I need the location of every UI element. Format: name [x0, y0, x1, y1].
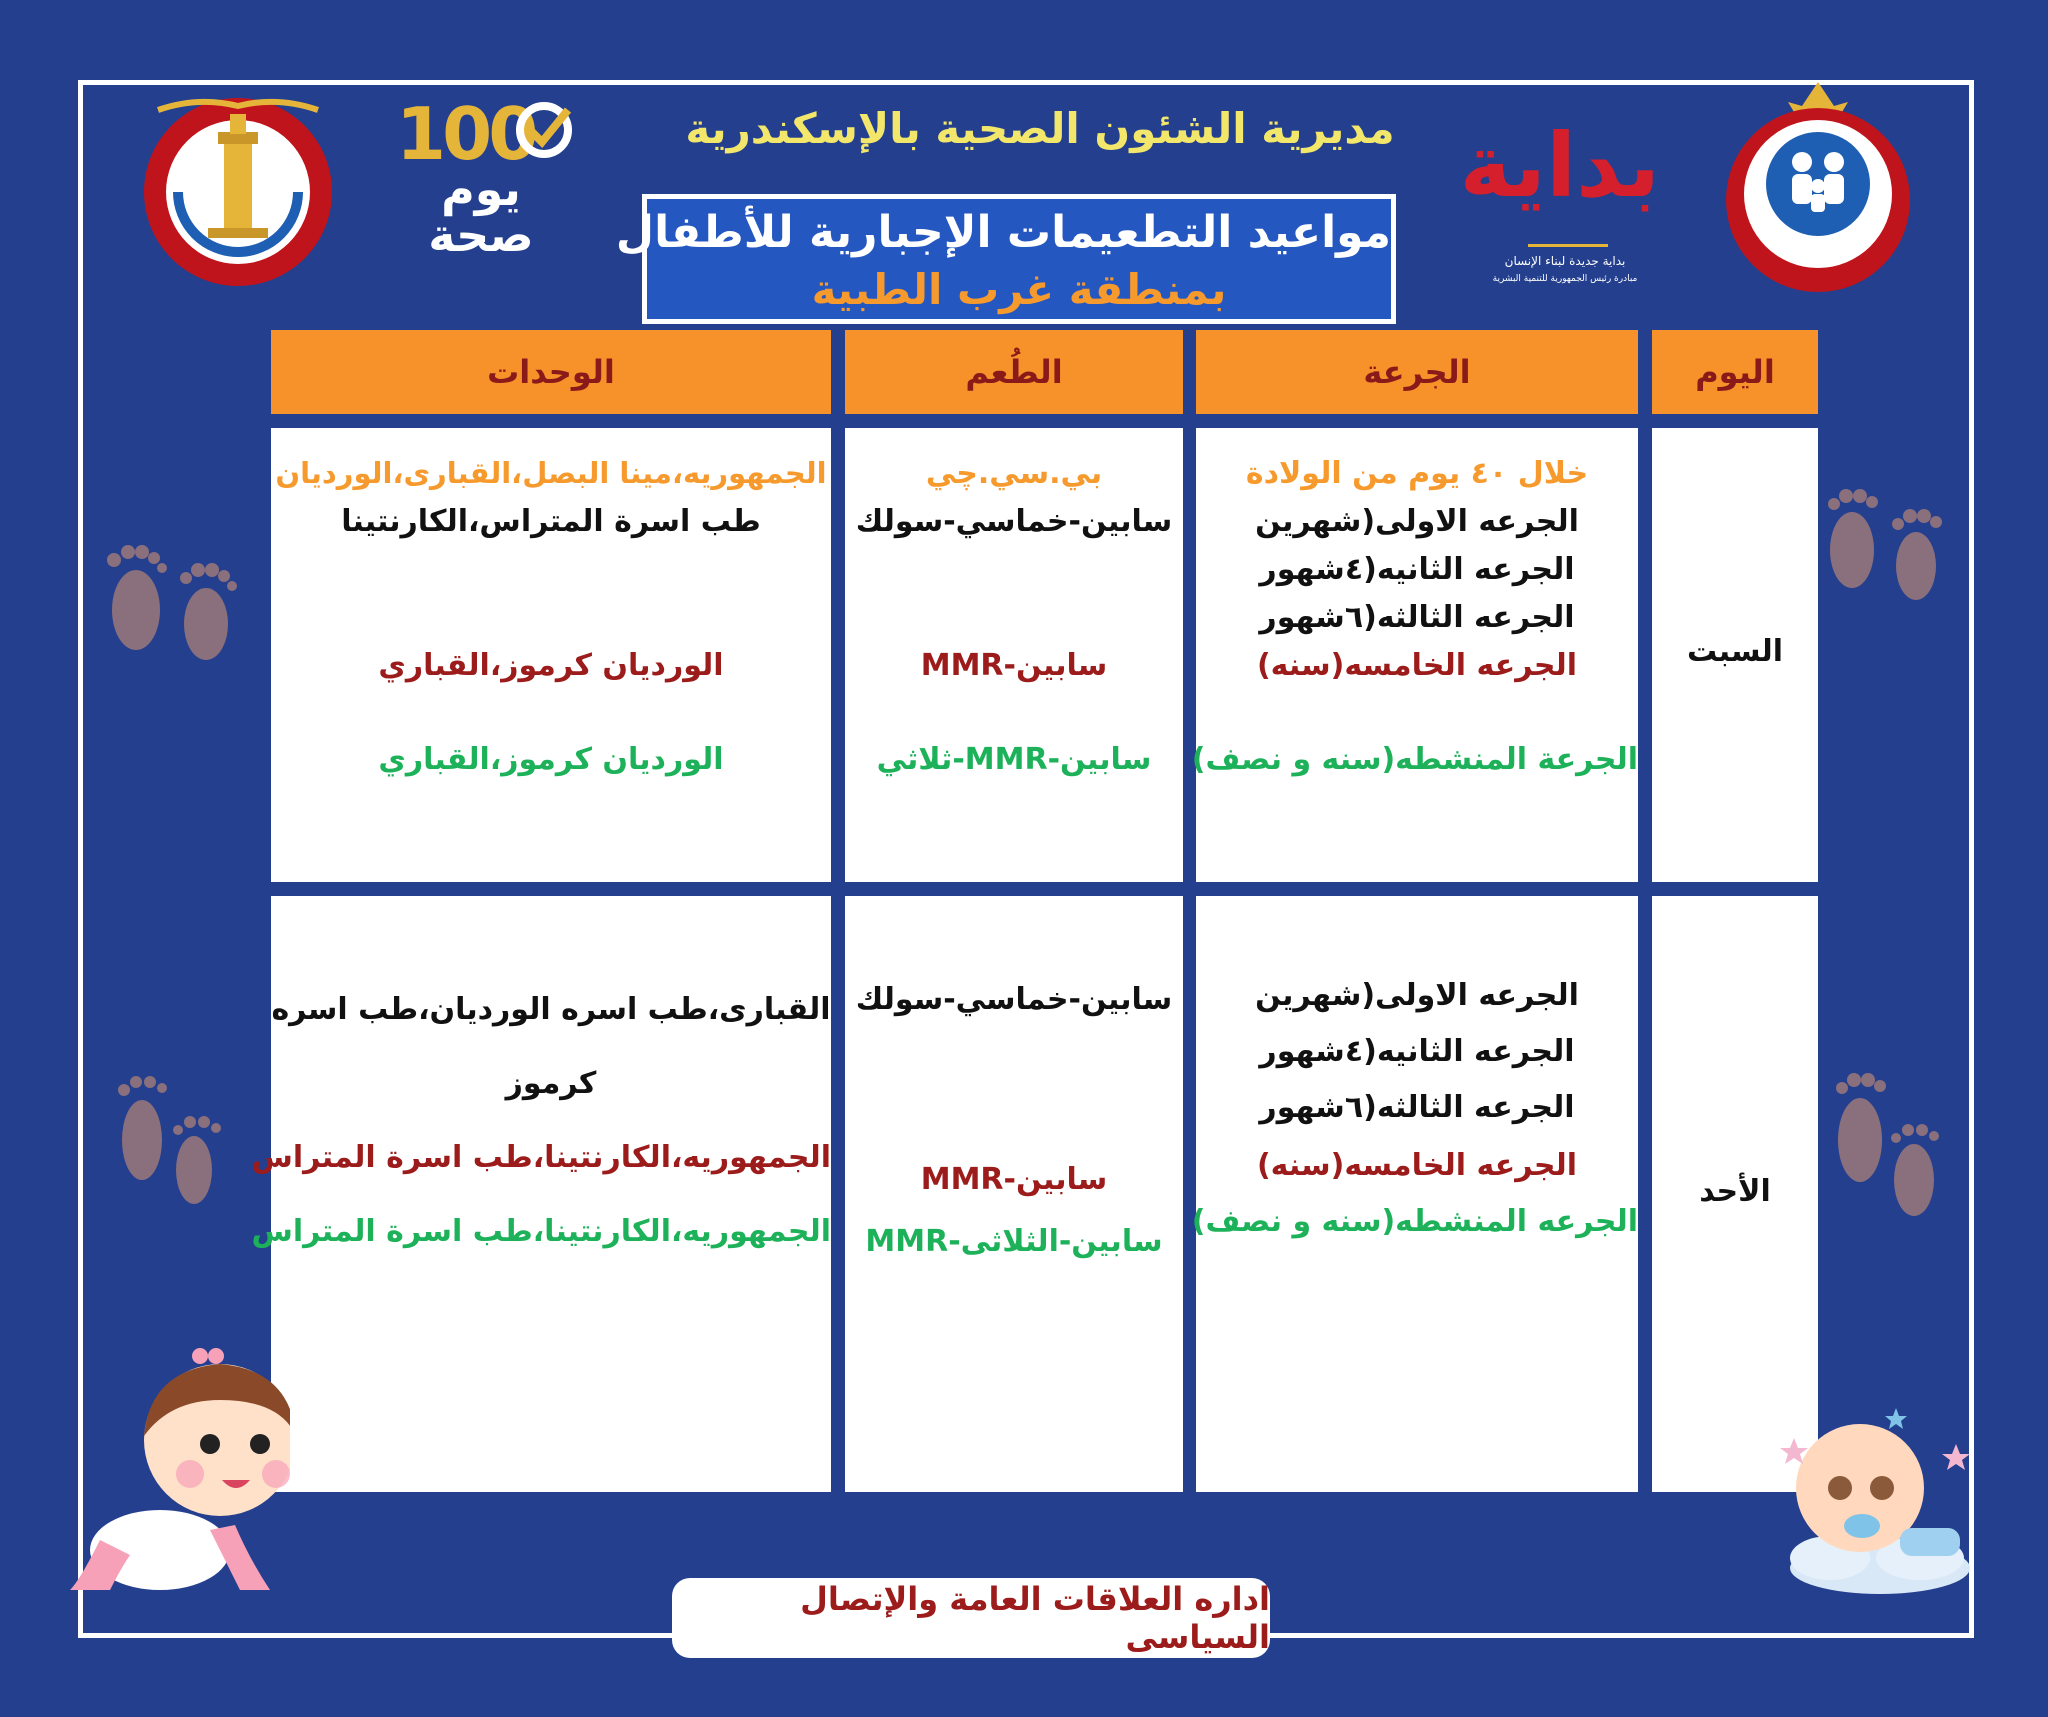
- title-box: [615, 194, 1396, 324]
- vaccine-item: سابين-الثلاثى-: [948, 1224, 1163, 1259]
- vaccine-item-combined: [845, 1224, 1183, 1259]
- dose-item: الجرعه المنشطه(سنه و نصف): [1191, 1204, 1638, 1239]
- vaccine-item: MMR: [865, 1224, 949, 1259]
- dose-item: الجرعه الاولى(شهرين: [1255, 978, 1579, 1013]
- unit-item: الورديان كرموز،القباري: [378, 742, 724, 777]
- page-subtitle: بمنطقة غرب الطبية: [811, 265, 1227, 314]
- footprints-icon: [1816, 1060, 1956, 1240]
- star-icon: [1885, 1408, 1907, 1429]
- vaccine-item: بي.سي.چي: [925, 456, 1103, 491]
- hundred-days-word-day: يوم: [441, 162, 521, 216]
- footprints-icon: [104, 1060, 234, 1220]
- unit-item: الجمهوريه،الكارنتينا،طب اسرة المتراس: [251, 1140, 831, 1175]
- alexandria-directorate-logo: [138, 92, 338, 292]
- column-header-dose: الجرعة: [1196, 330, 1638, 414]
- unit-item: الجمهوريه،مينا البصل،القبارى،الورديان: [275, 456, 827, 490]
- bedaya-caption: بداية جديدة لبناء الإنسان: [1504, 254, 1626, 268]
- footprints-icon: [1812, 480, 1962, 620]
- directorate-title: مديرية الشئون الصحية بالإسكندرية: [685, 104, 1395, 153]
- bedaya-caption-sub: مبادرة رئيس الجمهورية للتنمية البشرية: [1492, 274, 1638, 284]
- unit-item: الورديان كرموز،القباري: [378, 648, 724, 683]
- dose-item: الجرعه الثانيه(٤شهور: [1259, 1034, 1575, 1069]
- column-header-day: اليوم: [1652, 330, 1818, 414]
- dose-item: الجرعه الثانيه(٤شهور: [1259, 552, 1575, 587]
- baby-boy-illustration: [1770, 1398, 1980, 1598]
- dose-item: الجرعه الاولى(شهرين: [1255, 504, 1579, 539]
- dose-item: الجرعه الثالثه(٦شهور: [1259, 600, 1575, 635]
- vaccine-item: سابين-MMR: [920, 648, 1108, 683]
- vaccine-item: سابين-خماسي-سولك: [855, 504, 1173, 539]
- checkmark-icon: [514, 100, 574, 160]
- dose-item: الجرعه الثالثه(٦شهور: [1259, 1090, 1575, 1125]
- table-row-saturday-units: [271, 428, 831, 882]
- table-row-saturday-day: [1652, 428, 1818, 882]
- hundred-days-logo: [396, 92, 576, 262]
- bedaya-logo: [1459, 96, 1660, 296]
- hundred-days-word-health: صحة: [428, 208, 534, 262]
- unit-item: الجمهوريه،الكارنتينا،طب اسرة المتراس: [251, 1214, 831, 1249]
- table-row-sunday-units: [251, 896, 831, 1492]
- dose-item: الجرعة المنشطه(سنه و نصف): [1191, 742, 1638, 777]
- day-label: الأحد: [1699, 1174, 1771, 1209]
- dose-item: خلال ٤٠ يوم من الولادة: [1245, 456, 1589, 491]
- vaccine-item: سابين-خماسي-سولك: [855, 982, 1173, 1017]
- star-icon: [1942, 1444, 1970, 1470]
- dose-item: الجرعه الخامسه(سنه): [1256, 648, 1578, 683]
- table-row-sunday-vaccine: [845, 896, 1183, 1492]
- unit-item: كرموز: [505, 1066, 597, 1101]
- day-label: السبت: [1686, 634, 1784, 669]
- page-title: مواعيد التطعيمات الإجبارية للأطفال: [615, 207, 1391, 258]
- footer-label: اداره العلاقات العامة والإتصال السياسى: [672, 1578, 1270, 1658]
- dose-item: الجرعه الخامسه(سنه): [1256, 1148, 1578, 1183]
- hundred-days-number: 100: [396, 92, 535, 176]
- unit-item: القبارى،طب اسره الورديان،طب اسره: [271, 992, 831, 1027]
- vaccine-item: سابين-MMR-ثلاثي: [876, 742, 1152, 777]
- column-header-vaccine: الطُعم: [845, 330, 1183, 414]
- bedaya-divider: [1528, 244, 1608, 247]
- baby-girl-illustration: [60, 1340, 290, 1600]
- vaccine-item: سابين-MMR: [920, 1162, 1108, 1197]
- table-row-sunday-dose: [1191, 896, 1638, 1492]
- column-header-units: الوحدات: [271, 330, 831, 414]
- bedaya-word: بداية: [1459, 114, 1660, 217]
- ministry-of-health-logo: [1716, 76, 1920, 298]
- table-row-saturday-vaccine: [845, 428, 1183, 882]
- footprints-icon: [86, 530, 256, 670]
- table-row-saturday-dose: [1191, 428, 1638, 882]
- unit-item: طب اسرة المتراس،الكارنتينا: [341, 504, 761, 539]
